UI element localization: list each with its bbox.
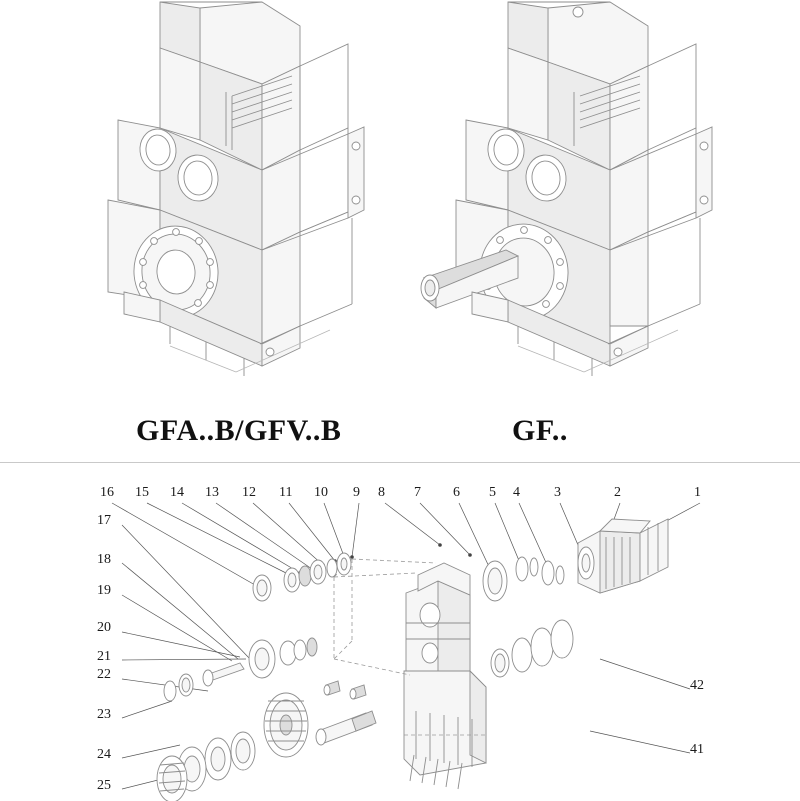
callout-11: 11: [279, 485, 293, 500]
callout-6: 6: [453, 485, 460, 500]
callout-13: 13: [205, 485, 219, 500]
callout-7: 7: [414, 485, 421, 500]
callout-9: 9: [353, 485, 360, 500]
callout-8: 8: [378, 485, 385, 500]
exploded-assembly-panel: [0, 462, 800, 801]
leader-lines-right: [590, 659, 690, 753]
callout-20: 20: [97, 620, 111, 635]
view-captions: [0, 408, 800, 456]
callout-22: 22: [97, 667, 111, 682]
callout-3: 3: [554, 485, 561, 500]
callout-18: 18: [97, 552, 111, 567]
callout-1: 1: [694, 485, 701, 500]
callout-21: 21: [97, 649, 111, 664]
callout-10: 10: [314, 485, 328, 500]
callout-16: 16: [100, 485, 114, 500]
callout-15: 15: [135, 485, 149, 500]
callout-42: 42: [690, 678, 704, 693]
callout-2: 2: [614, 485, 621, 500]
callout-4: 4: [513, 485, 520, 500]
callout-41: 41: [690, 742, 704, 757]
callout-12: 12: [242, 485, 256, 500]
callout-19: 19: [97, 583, 111, 598]
callout-5: 5: [489, 485, 496, 500]
callout-23: 23: [97, 707, 111, 722]
caption-right: GF..: [512, 414, 568, 447]
callout-25: 25: [97, 778, 111, 793]
exploded-parts: [157, 519, 668, 801]
callout-14: 14: [170, 485, 184, 500]
gear-unit-left: [108, 2, 364, 376]
callout-17: 17: [97, 513, 111, 528]
gear-unit-right: [421, 2, 712, 376]
callout-24: 24: [97, 747, 111, 762]
exploded-assembly-svg: [0, 463, 800, 801]
caption-left: GFA..B/GFV..B: [136, 414, 342, 447]
